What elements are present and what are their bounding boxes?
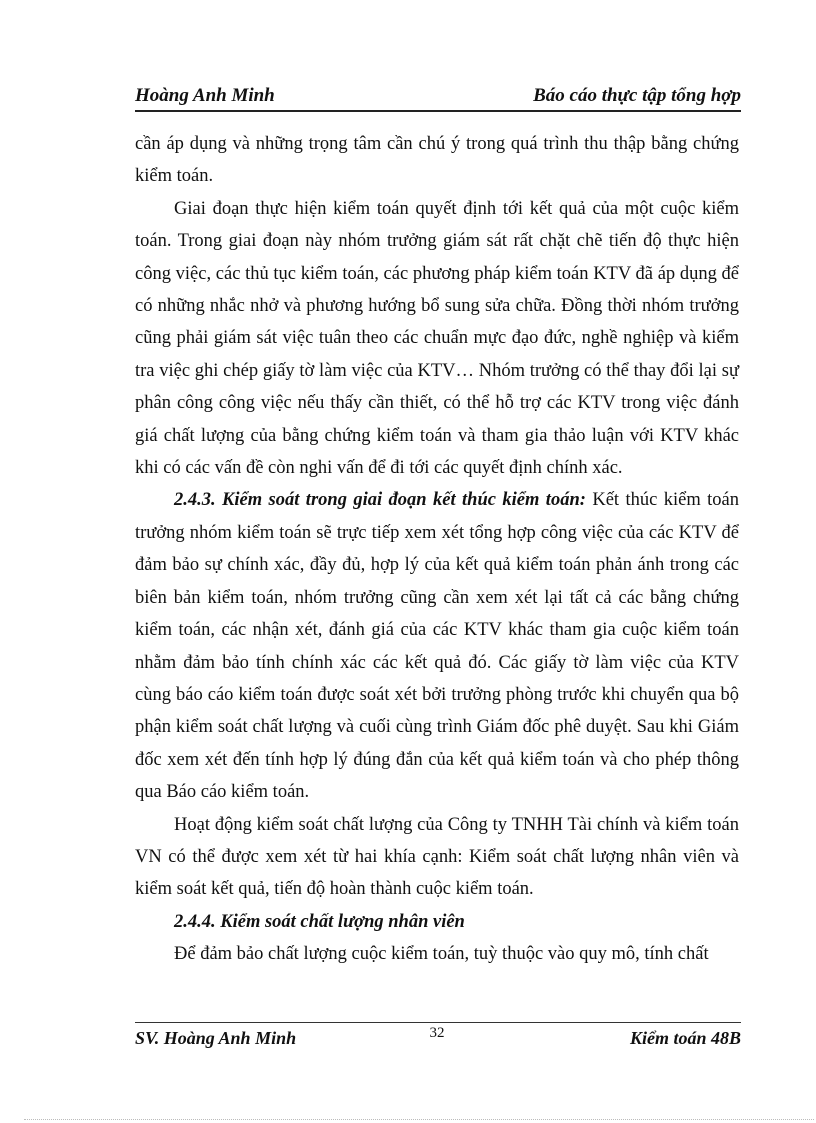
paragraph-staff-quality: Để đảm bảo chất lượng cuộc kiểm toán, tuỳ thuộc vào quy mô, tính chất xyxy=(174,944,709,965)
paragraph-section-2-4-3 xyxy=(135,484,739,808)
paragraph-execution-phase: Giai đoạn thực hiện kiểm toán quyết định tới kết quả của một cuộc kiểm toán. Trong giai đoạn này nhóm trưởng giám sát rất chặt chẽ tiến độ thực hiện công việc, các thủ tục kiểm toán, các phương pháp kiểm toán KTV đã áp dụng để có những nhắc nhở và phương hướng bổ sung sửa chữa. Đồng thời nhóm trưởng cũng phải giám sát việc tuân theo các chuẩn mực đạo đức, nghề nghiệp và kiểm tra việc ghi chép giấy tờ làm việc của KTV… Nhóm trưởng có thể thay đổi lại sự phân công công việc nếu thấy cần thiết, có thể hỗ trợ các KTV trong việc đánh giá chất lượng của bằng chứng kiểm toán và tham gia thảo luận với KTV khác khi có các vấn đề còn nghi vấn để đi tới các quyết định chính xác. xyxy=(135,198,739,479)
footer-student: SV. Hoàng Anh Minh xyxy=(135,1028,297,1048)
page-edge-divider xyxy=(24,1119,814,1120)
page-body xyxy=(135,128,739,971)
header-report-title: Báo cáo thực tập tổng hợp xyxy=(533,85,741,106)
heading-2-4-4: 2.4.4. Kiểm soát chất lượng nhân viên xyxy=(174,911,465,932)
paragraph-continuation: cần áp dụng và những trọng tâm cần chú ý trong quá trình thu thập bằng chứng kiểm toán. xyxy=(135,134,739,187)
paragraph-closing-phase: Kết thúc kiểm toán trưởng nhóm kiểm toán sẽ trực tiếp xem xét tổng hợp công việc của các KTV để đảm bảo sự chính xác, đầy đủ, hợp lý của kết quả kiểm toán phản ánh trong các biên bản kiểm toán, nhóm trưởng cũng cần xem xét lại tất cả các bằng chứng kiểm toán, các nhận xét, đánh giá của các KTV khác tham gia cuộc kiểm toán nhằm đảm bảo tính chính xác các kết quả đó. Các giấy tờ làm việc của KTV cùng báo cáo kiểm toán được soát xét bởi trưởng phòng trước khi chuyển qua bộ phận kiểm soát chất lượng và cuối cùng trình Giám đốc phê duyệt. Sau khi Giám đốc xem xét đến tính hợp lý đúng đắn của kết quả kiểm toán và cho phép thông qua Báo cáo kiểm toán. xyxy=(135,490,739,803)
footer-class: Kiểm toán 48B xyxy=(629,1028,741,1048)
page-header xyxy=(135,84,741,112)
page-number: 32 xyxy=(429,1025,445,1041)
header-author: Hoàng Anh Minh xyxy=(135,85,275,106)
heading-2-4-3: 2.4.3. Kiểm soát trong giai đoạn kết thúc kiểm toán: xyxy=(174,490,586,511)
page-footer xyxy=(135,1022,741,1051)
paragraph-quality-control: Hoạt động kiểm soát chất lượng của Công ty TNHH Tài chính và kiểm toán VN có thể được xem xét từ hai khía cạnh: Kiểm soát chất lượng nhân viên và kiểm soát kết quả, tiến độ hoàn thành cuộc kiểm toán. xyxy=(135,814,739,900)
